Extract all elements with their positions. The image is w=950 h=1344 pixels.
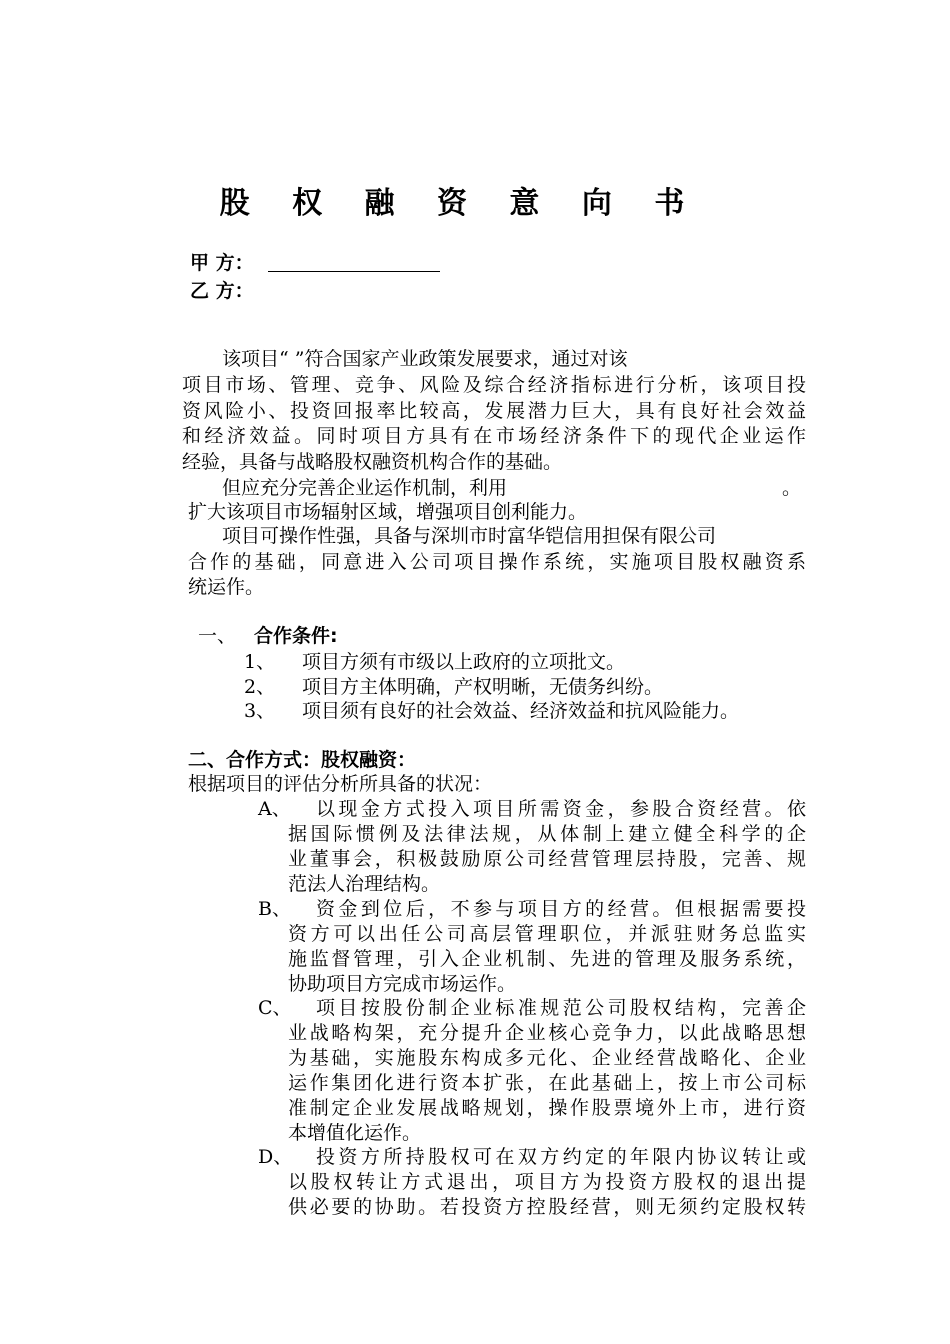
intro-line: 资风险小、投资回报率比较高，发展潜力巨大，具有良好社会效益 <box>182 400 806 422</box>
condition-number: 1、 <box>244 651 276 673</box>
option-line: 资金到位后，不参与项目方的经营。但根据需要投 <box>316 898 806 920</box>
party-a-label: 甲 方： <box>190 252 254 274</box>
condition-number: 2、 <box>244 676 276 698</box>
option-line: 协助项目方完成市场运作。 <box>288 973 517 995</box>
intro-line: 统运作。 <box>188 576 265 598</box>
option-line: 供必要的协助。若投资方控股经营，则无须约定股权转 <box>288 1196 806 1218</box>
option-label: C、 <box>258 997 292 1019</box>
option-label: D、 <box>258 1146 293 1168</box>
section1-number: 一、 <box>198 625 237 647</box>
condition-number: 3、 <box>244 700 276 722</box>
option-line: 投资方所持股权可在双方约定的年限内协议转让或 <box>316 1146 806 1168</box>
option-line: 以股权转让方式退出，项目方为投资方股权的退出提 <box>288 1171 806 1193</box>
option-line: 施监督管理，引入企业机制、先进的管理及服务系统， <box>288 948 806 970</box>
section2-heading: 二、合作方式：股权融资： <box>188 749 417 771</box>
option-line: 以现金方式投入项目所需资金，参股合资经营。依 <box>316 798 806 820</box>
section1-heading: 合作条件: <box>254 625 338 647</box>
intro-line: 扩大该项目市场辐射区域，增强项目创利能力。 <box>188 501 588 523</box>
option-line: 本增值化运作。 <box>288 1122 422 1144</box>
condition-text: 项目方须有市级以上政府的立项批文。 <box>302 651 626 673</box>
intro-line: 合作的基础，同意进入公司项目操作系统，实施项目股权融资系 <box>188 551 806 573</box>
option-label: A、 <box>258 798 291 820</box>
document-title: 股 权 融 资 意 向 书 <box>219 186 701 221</box>
option-line: 为基础，实施股东构成多元化、企业经营战略化、企业 <box>288 1047 806 1069</box>
option-line: 范法人治理结构。 <box>288 873 441 895</box>
intro-line: 。 <box>782 477 802 499</box>
party-b-label: 乙 方： <box>190 280 254 302</box>
intro-line: 项目可操作性强，具备与深圳市时富华铠信用担保有限公司 <box>222 525 717 547</box>
party-a-blank-line <box>268 271 440 272</box>
condition-text: 项目须有良好的社会效益、经济效益和抗风险能力。 <box>302 700 740 722</box>
option-label: B、 <box>258 898 291 920</box>
intro-line: 但应充分完善企业运作机制，利用 <box>222 477 508 499</box>
option-line: 准制定企业发展战略规划，操作股票境外上市，进行资 <box>288 1097 806 1119</box>
option-line: 业董事会，积极鼓励原公司经营管理层持股，完善、规 <box>288 848 806 870</box>
intro-line: 项目市场、管理、竞争、风险及综合经济指标进行分析，该项目投 <box>182 374 806 396</box>
option-line: 项目按股份制企业标准规范公司股权结构，完善企 <box>316 997 806 1019</box>
intro-line: 经验，具备与战略股权融资机构合作的基础。 <box>182 451 563 473</box>
intro-line: 和经济效益。同时项目方具有在市场经济条件下的现代企业运作 <box>182 425 806 447</box>
condition-text: 项目方主体明确，产权明晰，无债务纠纷。 <box>302 676 664 698</box>
section2-lead: 根据项目的评估分析所具备的状况： <box>188 773 493 795</box>
option-line: 运作集团化进行资本扩张，在此基础上，按上市公司标 <box>288 1072 806 1094</box>
intro-line: 该项目“ ”符合国家产业政策发展要求，通过对该 <box>222 348 628 370</box>
option-line: 资方可以出任公司高层管理职位，并派驻财务总监实 <box>288 923 806 945</box>
option-line: 据国际惯例及法律法规，从体制上建立健全科学的企 <box>288 823 806 845</box>
option-line: 业战略构架，充分提升企业核心竞争力，以此战略思想 <box>288 1022 806 1044</box>
